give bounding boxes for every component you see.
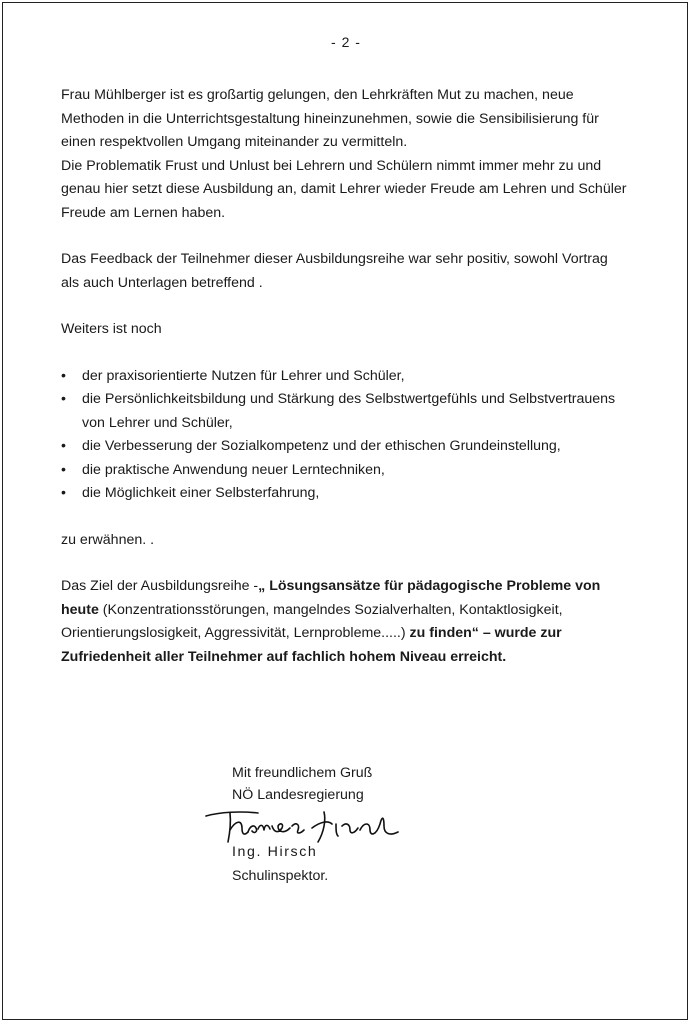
text-line: Freude am Lernen haben. (61, 204, 226, 221)
greeting: Mit freundlichem Gruß (232, 765, 373, 781)
intro-paragraph (61, 84, 661, 225)
bullet-icon: • (61, 367, 66, 384)
list-item-text: die praktische Anwendung neuer Lerntechniken, (82, 461, 385, 478)
list-item-text: die Persönlichkeitsbildung und Stärkung des Selbstwertgefühls und Selbstvertrauens (82, 391, 616, 407)
goal-title-bold: „ Lösungsansätze für pädagogische Probleme von (258, 578, 601, 594)
list-item (61, 365, 661, 389)
goal-text: (Konzentrationsstörungen, mangelndes Sozialverhalten, Kontaktlosigkeit, (98, 601, 563, 618)
signer-name: Ing. Hirsch (232, 844, 318, 860)
bullet-icon: • (61, 485, 66, 501)
benefits-list (61, 365, 661, 506)
list-item-text-continued: von Lehrer und Schüler, (82, 414, 233, 431)
text-line: Methoden in die Unterrichtsgestaltung hineinzunehmen, sowie die Sensibilisierung für (61, 110, 599, 127)
goal-title-bold: heute (61, 601, 99, 618)
goal-paragraph (61, 575, 661, 669)
list-item (61, 459, 661, 483)
goal-conclusion-bold: zu finden“ – wurde zur (409, 625, 562, 641)
list-item-text: der praxisorientierte Nutzen für Lehrer und Schüler, (82, 367, 405, 384)
list-item (61, 482, 661, 506)
goal-text: Das Ziel der Ausbildungsreihe - (61, 578, 259, 594)
list-item-text: die Möglichkeit einer Selbsterfahrung, (82, 485, 320, 501)
mention-paragraph: zu erwähnen. . (61, 531, 155, 548)
goal-conclusion-bold: Zufriedenheit aller Teilnehmer auf fachlich hohem Niveau erreicht. (61, 648, 507, 665)
list-item-text: die Verbesserung der Sozialkompetenz und der ethischen Grundeinstellung, (82, 438, 561, 454)
letter-body (61, 84, 661, 669)
text-line: Frau Mühlberger ist es großartig gelungen, den Lehrkräften Mut zu machen, neue (61, 87, 574, 103)
text-line: Die Problematik Frust und Unlust bei Lehrern und Schülern nimmt immer mehr zu und (61, 157, 602, 174)
list-item (61, 388, 661, 435)
page-number: - 2 - (331, 34, 361, 50)
bullet-icon: • (61, 391, 66, 407)
weiters-paragraph: Weiters ist noch (61, 321, 162, 337)
organization: NÖ Landesregierung (232, 787, 364, 803)
feedback-paragraph (61, 248, 661, 295)
list-item (61, 435, 661, 459)
text-line: genau hier setzt diese Ausbildung an, damit Lehrer wieder Freude am Lehren und Schüler (61, 181, 627, 197)
text-line: Das Feedback der Teilnehmer dieser Ausbildungsreihe war sehr positiv, sowohl Vortrag (61, 251, 608, 267)
goal-text: Orientierungslosigkeit, Aggressivität, Lernprobleme.....) (61, 625, 410, 641)
bullet-icon: • (61, 438, 66, 454)
closing-block (232, 762, 372, 806)
text-line: als auch Unterlagen betreffend . (61, 274, 263, 291)
text-line: einen respektvollen Umgang miteinander zu vermitteln. (61, 134, 408, 150)
signer-title: Schulinspektor. (232, 868, 329, 884)
bullet-icon: • (61, 461, 66, 478)
handwritten-signature (200, 802, 410, 846)
